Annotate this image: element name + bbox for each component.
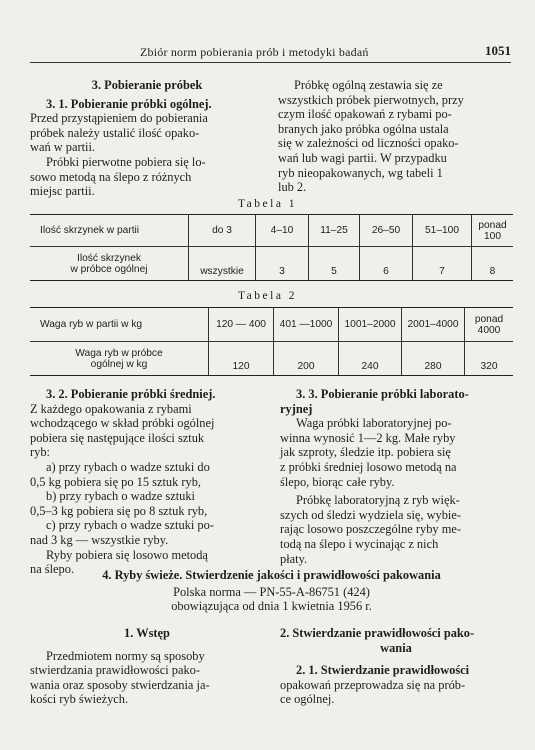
text-line: płaty. — [280, 551, 308, 566]
section-3-left — [30, 78, 264, 199]
text-line: Przed przystąpieniem do pobierania — [30, 111, 208, 126]
p32-heading: 3. 2. Pobieranie próbki średniej. — [46, 387, 216, 401]
table-cell: 7 — [413, 247, 472, 281]
page-number: 1051 — [485, 43, 511, 58]
text-line: Ryby pobiera się losowo metodą — [46, 547, 208, 562]
table-cell — [30, 247, 189, 281]
cell-line: 100 — [484, 230, 501, 242]
table-cell: 401 —1000 — [274, 308, 339, 342]
text-line: stwierdzania prawidłowości pako- — [30, 663, 200, 678]
table-cell: 120 — [209, 342, 274, 376]
p33-heading: 3. 3. Pobieranie próbki laborato- — [296, 387, 469, 401]
text-line: nad 3 kg — wszystkie ryby. — [30, 532, 169, 547]
table-cell: 8 — [472, 247, 514, 281]
text-line: miejsc partii. — [30, 184, 95, 199]
text-line: jak szproty, śledzie itp. pobiera się — [280, 445, 451, 460]
s42-heading-cont: wania — [380, 640, 412, 655]
table-2-caption: Tabela 2 — [237, 290, 298, 302]
cell-line: w próbce ogólnej — [70, 263, 148, 275]
s42-heading: 2. Stwierdzanie prawidłowości pako- — [280, 626, 475, 640]
text-line: wań lub wagi partii. W przypadku — [278, 150, 447, 165]
table-1-caption: Tabela 1 — [237, 198, 298, 210]
table-cell: 200 — [274, 342, 339, 376]
text-line: ślepo, biorąc całe ryby. — [280, 474, 395, 489]
text-line: z próbki średniej losowo metodą na — [280, 459, 457, 474]
table-cell: Ilość skrzynek w partii — [30, 215, 189, 247]
text-line: ryb nieopakowanych, wg tabeli 1 — [278, 165, 443, 180]
text-line: wania oraz sposoby stwierdzania ja- — [30, 677, 210, 692]
table-cell: 1001–2000 — [339, 308, 402, 342]
text-line: pobiera się następujące ilości sztuk — [30, 430, 205, 445]
section-3-right — [278, 78, 512, 195]
text-line: opakowań przeprowadza się na prób- — [280, 677, 466, 692]
text-line: todą na ślepo i wycinając z nich — [280, 536, 439, 551]
cell-line: Ilość skrzynek — [77, 252, 141, 264]
table-cell: wszystkie — [189, 247, 256, 281]
table-cell: 240 — [339, 342, 402, 376]
table-cell: 4–10 — [256, 215, 309, 247]
text-line: Próbkę ogólną zestawia się ze — [294, 78, 443, 92]
text-line: Próbkę laboratoryjną z ryb więk- — [296, 493, 460, 508]
s41-heading: 1. Wstęp — [124, 626, 170, 640]
text-line: 0,5–3 kg pobiera się po 8 sztuk ryb, — [30, 503, 208, 518]
text-line: a) przy rybach o wadze sztuki do — [46, 459, 210, 474]
s42-sub-heading: 2. 1. Stwierdzanie prawidłowości — [296, 663, 470, 678]
norm-number: Polska norma — PN-55-A-86751 (424) — [173, 584, 370, 599]
table-cell — [472, 215, 514, 247]
section-3-2 — [30, 387, 264, 577]
header-title: Zbiór norm pobierania prób i metodyki badań — [140, 45, 369, 59]
section-4-2 — [280, 626, 512, 707]
text-line: czym ilość opakowań z rybami po- — [278, 107, 452, 122]
table-cell: 5 — [309, 247, 360, 281]
text-line: Z każdego opakowania z rybami — [30, 401, 192, 416]
table-2 — [30, 307, 513, 376]
text-line: na ślepo. — [30, 562, 75, 577]
table-cell: 120 — 400 — [209, 308, 274, 342]
cell-line: ogólnej w kg — [90, 358, 148, 370]
text-line: b) przy rybach o wadze sztuki — [46, 489, 195, 504]
section-4-header — [30, 568, 513, 614]
table-cell: 280 — [402, 342, 465, 376]
text-line: c) przy rybach o wadze sztuki po- — [46, 518, 214, 533]
text-line: sowo metodą na ślepo z różnych — [30, 169, 192, 184]
table-cell: 320 — [465, 342, 514, 376]
table-cell — [30, 342, 209, 376]
section-3-3 — [280, 387, 512, 566]
text-line: Próbki pierwotne pobiera się lo- — [46, 154, 206, 169]
section-4-1 — [30, 626, 264, 707]
p31-heading: 3. 1. Pobieranie próbki ogólnej. — [46, 96, 212, 111]
p33-heading-cont: ryjnej — [280, 401, 313, 416]
text-line: kości ryb świeżych. — [30, 692, 129, 707]
text-line: próbek należy ustalić ilość opako- — [30, 125, 200, 140]
text-line: ce ogólnej. — [280, 692, 335, 707]
text-line: Waga próbki laboratoryjnej po- — [296, 416, 452, 431]
text-line: Przedmiotem normy są sposoby — [46, 648, 205, 663]
table-cell: 11–25 — [309, 215, 360, 247]
text-line: 0,5 kg pobiera się po 15 sztuk ryb, — [30, 474, 202, 489]
text-line: lub 2. — [278, 180, 307, 195]
text-line: szych od śledzi wydziela się, wybie- — [280, 507, 461, 522]
text-line: wań w partii. — [30, 140, 96, 155]
section-4-heading: 4. Ryby świeże. Stwierdzenie jakości i prawidłowości pakowania — [102, 568, 441, 582]
text-line: winna wynosić 1—2 kg. Małe ryby — [280, 430, 456, 445]
table-cell: do 3 — [189, 215, 256, 247]
table-cell: 51–100 — [413, 215, 472, 247]
table-cell: 6 — [360, 247, 413, 281]
table-1 — [30, 214, 513, 281]
cell-line: ponad — [478, 219, 507, 231]
table-cell: 26–50 — [360, 215, 413, 247]
text-line: branych jako próbka ogólna ustala — [278, 121, 449, 136]
norm-validity: obowiązująca od dnia 1 kwietnia 1956 r. — [171, 599, 372, 614]
text-line: wszystkich próbek pierwotnych, przy — [278, 92, 464, 107]
section-3-heading: 3. Pobieranie próbek — [91, 78, 203, 92]
text-line: wchodzącego w skład próbki ogólnej — [30, 416, 215, 431]
cell-line: Waga ryb w próbce — [75, 347, 163, 359]
text-line: się w zależności od liczności opako- — [278, 136, 459, 151]
cell-line: 4000 — [477, 324, 501, 336]
cell-line: ponad — [474, 313, 504, 325]
table-cell — [465, 308, 514, 342]
table-cell: Waga ryb w partii w kg — [30, 308, 209, 342]
text-line: ryb: — [30, 445, 50, 460]
table-cell: 2001–4000 — [402, 308, 465, 342]
table-cell: 3 — [256, 247, 309, 281]
running-header — [30, 44, 511, 63]
text-line: rając losowo poszczególne ryby me- — [280, 522, 461, 537]
